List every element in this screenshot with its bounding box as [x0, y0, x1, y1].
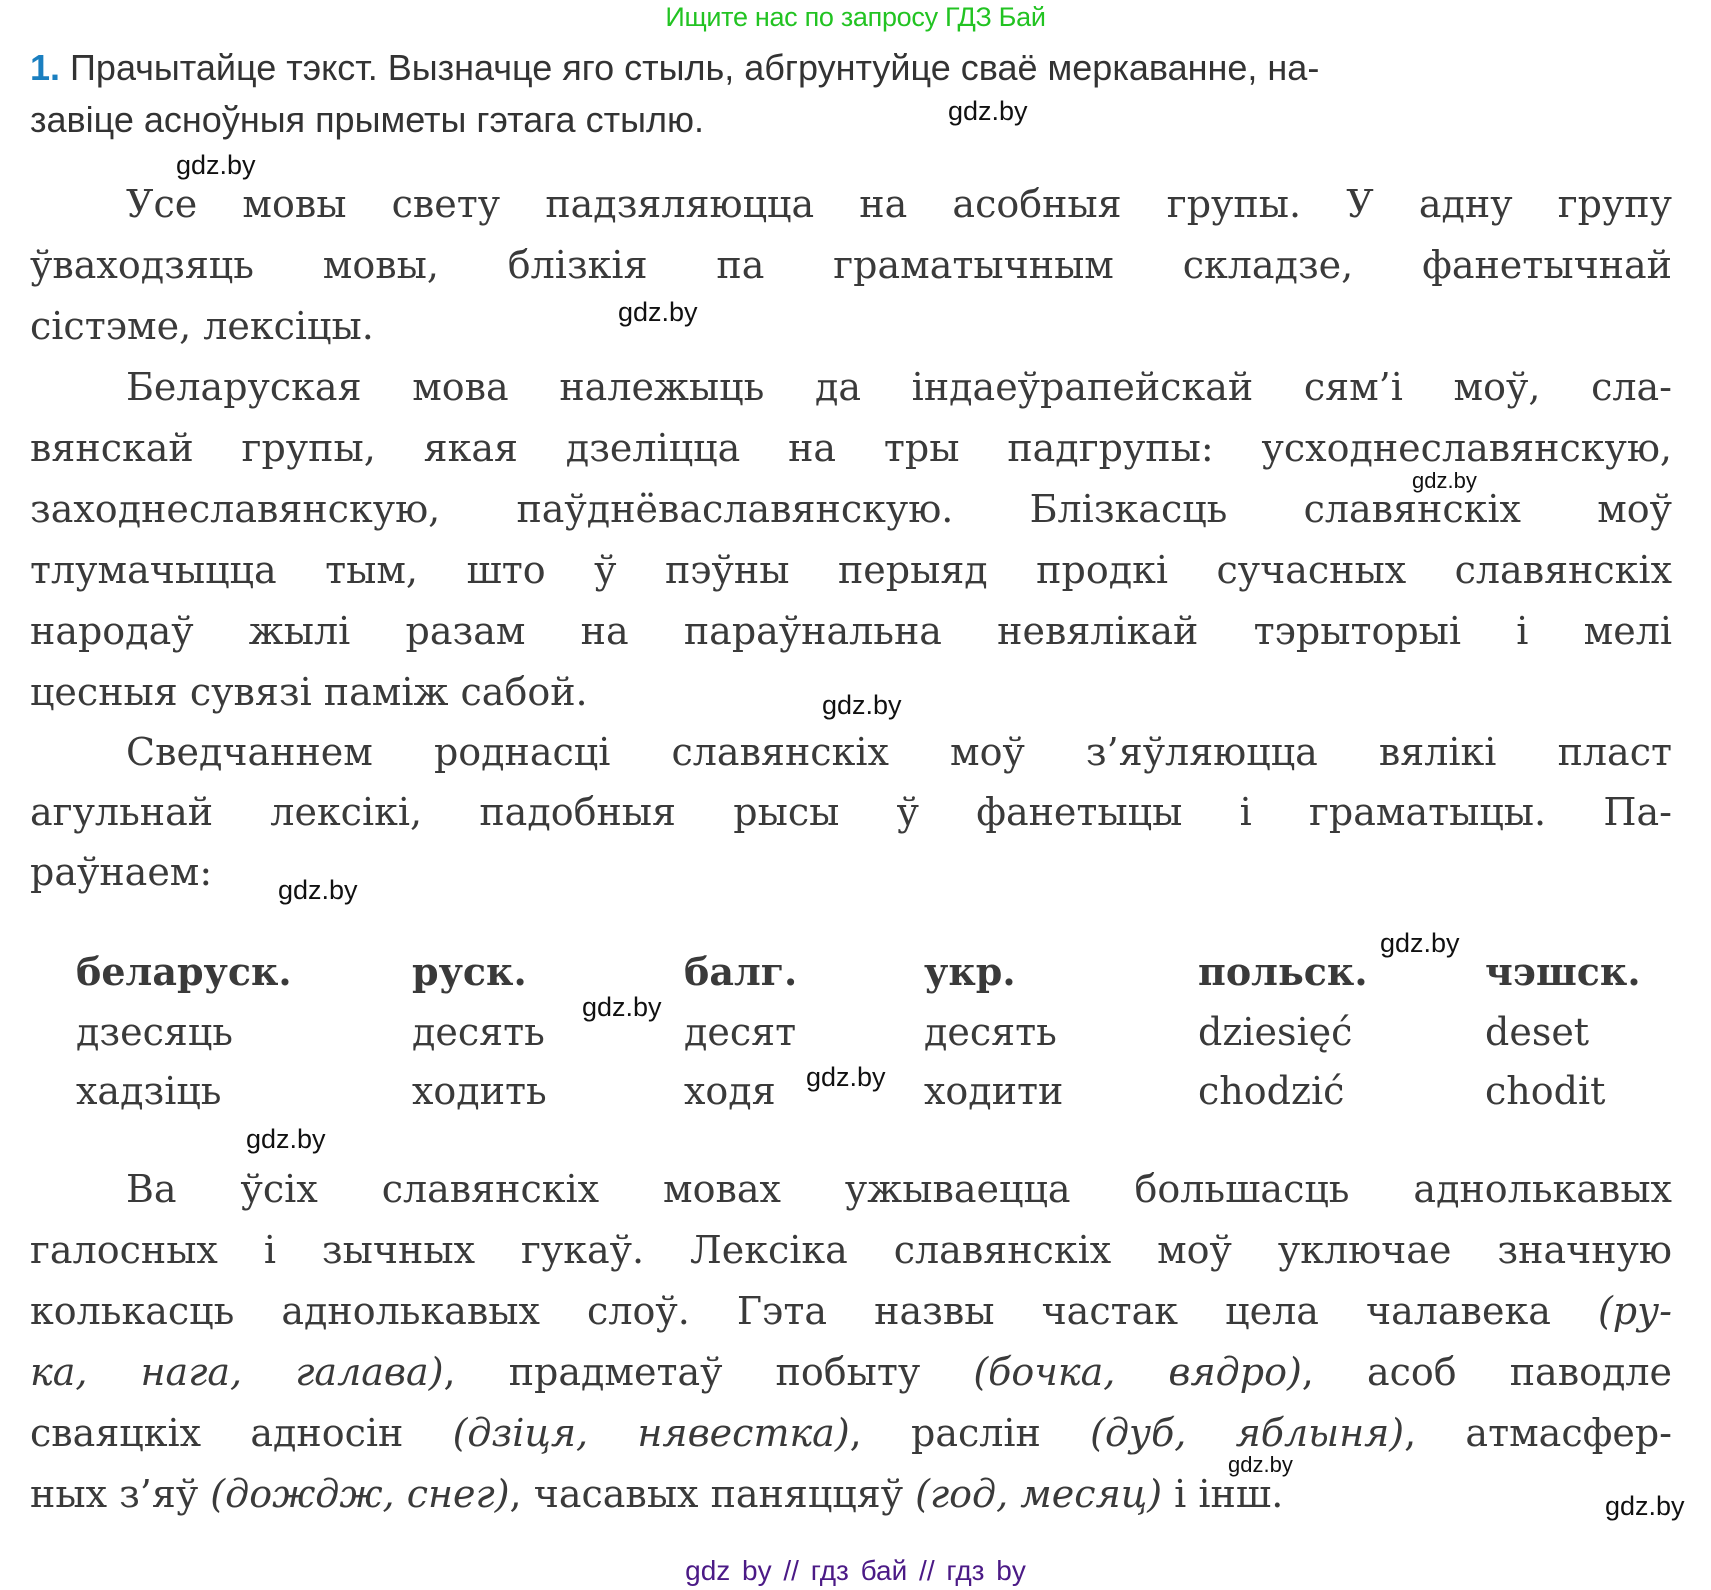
task-line-1: [30, 42, 1672, 94]
table-header: руск.: [412, 949, 527, 994]
p2-line: тлумачыцца тым, што ў пэўны перыяд продкі сучасных славянскіх: [30, 548, 1672, 592]
table-header: беларуск.: [76, 949, 292, 994]
p2-line: Беларуская мова належыць да індаеўрапейскай сям’і моў, сла-: [126, 365, 1672, 409]
example-italic: (ру-: [1597, 1289, 1672, 1333]
p3-line: агульнай лексікі, падобныя рысы ў фанетыцы і граматыцы. Па-: [30, 790, 1672, 834]
table-cell: chodit: [1485, 1069, 1606, 1113]
example-italic: (бочка, вядро): [973, 1350, 1302, 1394]
text-span: сваяцкіх адносін: [30, 1411, 453, 1455]
example-italic: (год, месяц): [915, 1472, 1163, 1516]
task-text-2: завіце асноўныя прыметы гэтага стылю.: [30, 99, 704, 140]
text-span: і інш.: [1162, 1472, 1284, 1516]
watermark: gdz.by: [1380, 928, 1460, 958]
table-cell: chodzić: [1198, 1069, 1345, 1113]
watermark: gdz.by: [278, 875, 358, 905]
text-span: , асоб паводле: [1301, 1350, 1672, 1394]
watermark: gdz.by: [618, 297, 698, 327]
table-cell: десять: [412, 1010, 545, 1054]
text-span: , раслін: [849, 1411, 1091, 1455]
table-cell: хадзіць: [76, 1069, 222, 1113]
p4-line: галосных і зычных гукаў. Лексіка славянскіх моў уключае значную: [30, 1228, 1672, 1272]
p4-line: Ва ўсіх славянскіх мовах ужываецца большасць аднолькавых: [126, 1167, 1672, 1211]
p1-line: Усе мовы свету падзяляюцца на асобныя групы. У адну групу: [126, 182, 1672, 226]
text-span: , часавых паняццяў: [509, 1472, 916, 1516]
search-banner[interactable]: Ищите нас по запросу ГДЗ Бай: [665, 2, 1046, 32]
example-italic: ка, нага, галава): [30, 1350, 444, 1394]
watermark: gdz.by: [1228, 1452, 1293, 1477]
table-cell: deset: [1485, 1010, 1590, 1054]
task-text-1: Прачытайце тэкст. Вызначце яго стыль, абгрунтуйце сваё меркаванне, на-: [70, 47, 1320, 88]
p2-line: заходнеславянскую, паўднёваславянскую. Блізкасць славянскіх моў: [30, 487, 1672, 531]
table-header: балг.: [684, 949, 798, 994]
watermark: gdz.by: [1605, 1491, 1685, 1521]
watermark: gdz.by: [246, 1124, 326, 1154]
example-italic: (дождж, снег): [210, 1472, 510, 1516]
table-cell: ходить: [412, 1069, 547, 1113]
p1-line: сістэме, лексіцы.: [30, 304, 374, 348]
text-span: ных з’яў: [30, 1472, 211, 1516]
p1-line: ўваходзяць мовы, блізкія па граматычным складзе, фанетычнай: [30, 243, 1672, 287]
p4-line: [30, 1405, 1672, 1461]
watermark: gdz.by: [822, 690, 902, 720]
example-italic: (дзіця, нявестка): [452, 1411, 850, 1455]
table-header: чэшск.: [1485, 949, 1641, 994]
text-span: , прадметаў побыту: [443, 1350, 974, 1394]
p4-line: [30, 1344, 1672, 1400]
p4-line: [30, 1283, 1672, 1339]
watermark: gdz.by: [176, 150, 256, 180]
table-cell: ходити: [924, 1069, 1064, 1113]
task-number: 1.: [30, 47, 61, 88]
table-header: укр.: [924, 949, 1016, 994]
p3-line: Сведчаннем роднасці славянскіх моў з’яўляюцца вялікі пласт: [126, 730, 1672, 774]
footer-links[interactable]: gdz by // гдз бай // гдз by: [685, 1555, 1026, 1586]
table-cell: ходя: [684, 1069, 776, 1113]
p3-line: раўнаем:: [30, 850, 213, 894]
p2-line: вянскай групы, якая дзеліцца на тры падгрупы: усходнеславянскую,: [30, 426, 1672, 470]
watermark: gdz.by: [806, 1062, 886, 1092]
watermark: gdz.by: [582, 992, 662, 1022]
table-cell: десят: [684, 1010, 797, 1054]
text-span: , атмасфер-: [1404, 1411, 1672, 1455]
text-span: колькасць аднолькавых слоў. Гэта назвы частак цела чалавека: [30, 1289, 1598, 1333]
p2-line: народаў жылі разам на параўнальна невялікай тэрыторыі і мелі: [30, 609, 1672, 653]
watermark: gdz.by: [1412, 468, 1477, 493]
table-cell: десять: [924, 1010, 1057, 1054]
table-header: польск.: [1198, 949, 1368, 994]
watermark: gdz.by: [948, 96, 1028, 126]
table-cell: дзесяць: [76, 1010, 233, 1054]
example-italic: (дуб, яблыня): [1090, 1411, 1405, 1455]
p4-line: [30, 1466, 1672, 1522]
task-line-2: [30, 94, 1672, 146]
table-cell: dziesięć: [1198, 1010, 1353, 1054]
p2-line: цесныя сувязі паміж сабой.: [30, 670, 588, 714]
